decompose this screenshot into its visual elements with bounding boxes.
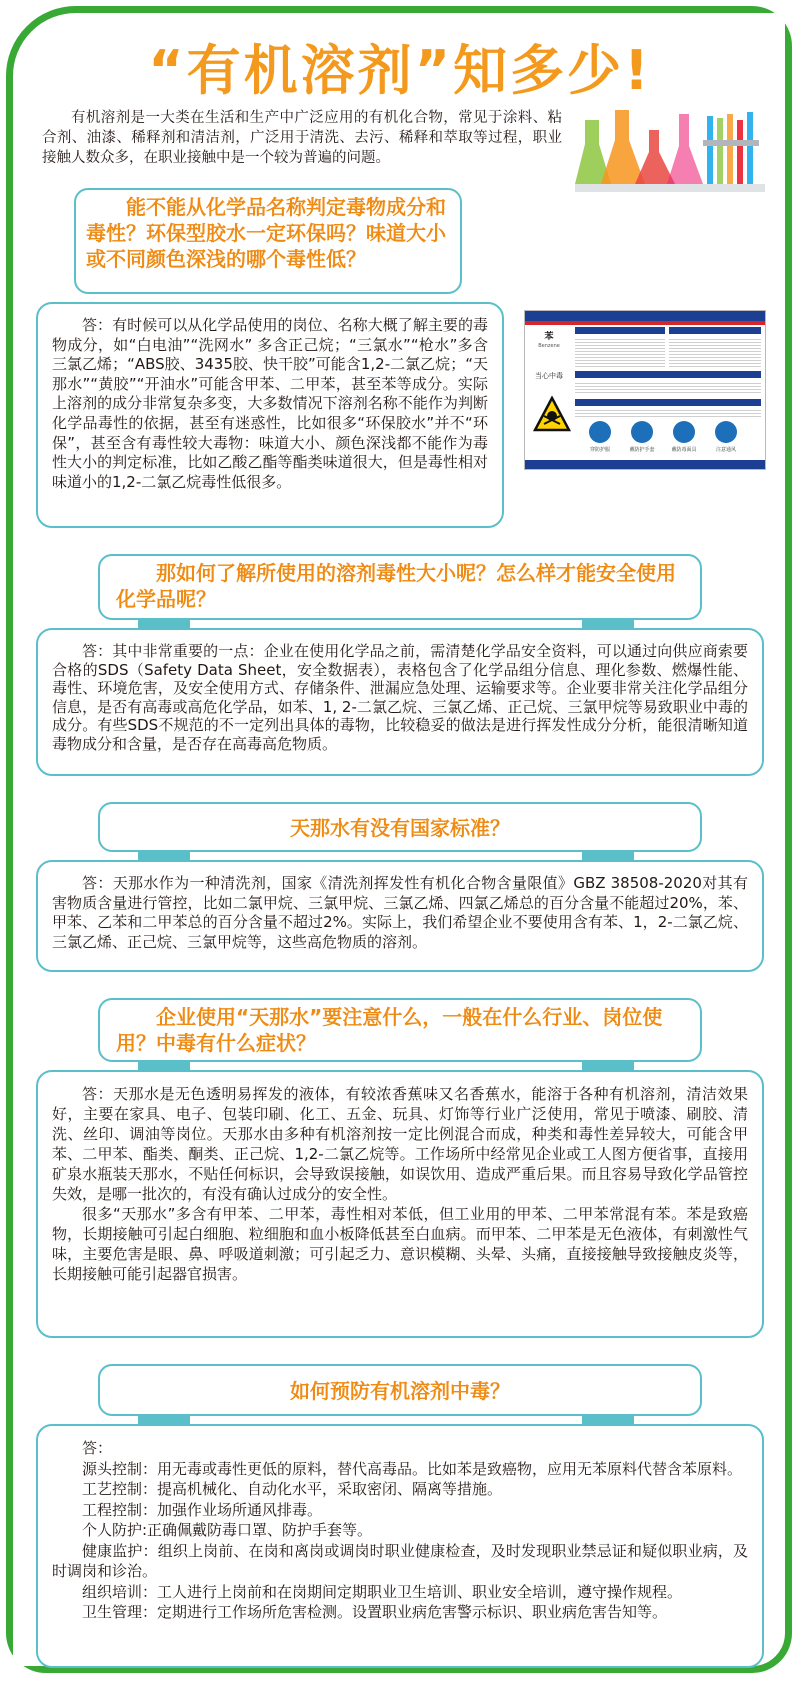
toxic-hazard-icon [533,396,571,432]
sign-warning-label: 当心中毒 [535,372,563,380]
protective-gloves-icon [631,421,653,443]
connector-tab [582,852,634,860]
question-box-4 [98,998,702,1062]
page-title: “有机溶剂”知多少! [148,39,652,102]
question-box-5 [98,1364,702,1416]
answer-box-3 [36,860,764,972]
answer-text-4b: 很多“天那水”多含有甲苯、二甲苯，毒性相对苯低，但工业用的甲苯、二甲苯常混有苯。苯是致癌物，长期接触可引起白细胞、粒细胞和血小板降低甚至白血病。而甲苯、二甲苯是无色液体，有刺激性气味，主要危害是眼、鼻、呼吸道刺激；可引起乏力、意识模糊、头晕、头痛，直接接触导致接触皮炎等，长期接触可能引起器官损害。 [52,1205,748,1283]
ppe-label: 戴防护手套 [629,447,655,453]
sign-red-stripe [525,321,765,325]
prevention-item-process: 工艺控制：提高机械化、自动化水平，采取密闭、隔离等措施。 [82,1480,503,1498]
ppe-label: 穿防护服 [589,447,610,453]
question-text-3: 天那水有没有国家标准？ [290,816,510,840]
answer-box-1 [36,302,504,528]
sign-text-block [575,337,665,367]
connector-tab [582,620,634,628]
prevention-item-health: 健康监护：组织上岗前、在岗和离岗或调岗时职业健康检查，及时发现职业禁忌证和疑似职业病，及时调岗和诊治。 [52,1541,748,1580]
answer-lead: 答： [82,1439,113,1457]
connector-tab [138,620,190,628]
sign-footer-bar [525,460,765,469]
answer-box-4 [36,1070,764,1338]
ventilation-icon [715,421,737,443]
question-box-3 [98,802,702,852]
question-text-2: 那如何了解所使用的溶剂毒性大小呢？怎么样才能安全使用化学品呢？ [116,561,676,611]
answer-box-5 [36,1424,764,1668]
prevention-item-training: 组织培训：工人进行上岗前和在岗期间定期职业卫生培训、职业安全培训，遵守操作规程。 [82,1582,683,1601]
question-text-1: 能不能从化学品名称判定毒物成分和毒性？环保型胶水一定环保吗？味道大小或不同颜色深浅的哪个毒性低？ [86,195,446,271]
sign-text-block [575,408,761,418]
connector-tab [138,852,190,860]
prevention-item-engineering: 工程控制：加强作业场所通风排毒。 [82,1500,323,1519]
question-text-4: 企业使用“天那水”要注意什么，一般在什么行业、岗位使用？中毒有什么症状？ [116,1005,663,1055]
ppe-label: 注意通风 [715,447,736,453]
sign-chemical-name: 苯 [544,332,554,342]
connector-tab [582,1416,634,1424]
prevention-item-ppe: 个人防护:正确佩戴防毒口罩、防护手套等。 [82,1521,373,1539]
sign-text-block [575,381,761,395]
sign-column-header [669,327,761,334]
connector-tab [138,1062,190,1070]
question-box-2 [98,554,702,620]
prevention-item-hygiene: 卫生管理：定期进行工作场所危害检测。设置职业病危害警示标识、职业病危害告知等。 [82,1603,668,1621]
question-box-1 [74,188,462,294]
answer-text-4a: 答：天那水是无色透明易挥发的液体，有较浓香蕉味又名香蕉水，能溶于各种有机溶剂，清洁效果好，主要在家具、电子、包装印刷、化工、五金、玩具、灯饰等行业广泛使用，常见于喷漆、刷胶、清洗、丝印、调油等岗位。天那水由多种有机溶剂按一定比例混合而成，种类和毒性差异较大，可能含甲苯、二甲苯、酯类、酮类、正己烷、1,2-二氯乙烷等。工作场所中经常见企业或工人图方便省事，直接用矿泉水瓶装天那水，不贴任何标识，会导致误接触，如误饮用、造成严重后果。而且容易导致化学品管控失效，是哪一批次的，有没有确认过成分的安全性。 [52,1085,748,1203]
gas-mask-icon [673,421,695,443]
sign-chemical-name-en: Benzene [538,343,560,349]
ppe-label: 戴防毒面具 [671,447,697,453]
benzene-warning-sign [524,310,766,470]
protective-suit-icon [589,421,611,443]
sign-column-header [575,399,761,406]
answer-text-3: 答：天那水作为一种清洗剂，国家《清洗剂挥发性有机化合物含量限值》GBZ 38508-2020对其有害物质含量进行管控，比如二氯甲烷、三氯甲烷、三氯乙烯、四氯乙烯总的百分含量不能超过20%，苯、甲苯、乙苯和二甲苯总的百分含量不超过2%。实际上，我们希望企业不要使用含有苯、1，2-二氯乙烷、三氯乙烯、正己烷、三氯甲烷等，这些高危物质的溶剂。 [52,874,748,951]
answer-text-1: 答：有时候可以从化学品使用的岗位、名称大概了解主要的毒物成分，如“白电油”“洗网水” 多含正己烷；“三氯水”“枪水”多含三氯乙烯；“ABS胶、3435胶、快干胶”可能含1,2-二氯乙烷；“天那水”“黄胶”“开油水”可能含甲苯、二甲苯，甚至苯等成分。实际上溶剂的成分非常复杂多变，大多数情况下溶剂名称不能作为判断化学品毒性的依据，甚至有迷惑性，比如很多“环保胶水”并不“环保”，甚至含有毒性较大毒物：味道大小、颜色深浅都不能作为毒性大小的判定标准，比如乙酸乙酯等酯类味道很大，但是毒性相对味道小的1,2-二氯乙烷毒性低很多。 [52,316,488,491]
sign-text-block [669,337,761,367]
intro-paragraph: 有机溶剂是一大类在生活和生产中广泛应用的有机化合物，常见于涂料、粘合剂、油漆、稀释剂和清洁剂，广泛用于清洗、去污、稀释和萃取等过程，职业接触人数众多，在职业接触中是一个较为普遍的问题。 [42,110,562,166]
sign-column-header [575,327,665,334]
prevention-item-source: 源头控制：用无毒或毒性更低的原料，替代高毒品。比如苯是致癌物，应用无苯原料代替含苯原料。 [82,1459,743,1478]
lab-flasks-illustration [575,100,765,192]
connector-tab [138,1416,190,1424]
connector-tab [582,1062,634,1070]
answer-text-2: 答：其中非常重要的一点：企业在使用化学品之前，需清楚化学品安全资料，可以通过向供应商索要合格的SDS（Safety Data Sheet，安全数据表），表格包含了化学品组分信息、理化参数、燃爆性能、毒性、环境危害，及安全使用方式、存储条件、泄漏应急处理、运输要求等。企业要非常关注化学品组分信息，是否有高毒或高危化学品，如苯、1, 2-二氯乙烷、三氯乙烯、正己烷、三氯甲烷等易致职业中毒的成分。有些SDS不规范的不一定列出具体的毒物，比较稳妥的做法是进行挥发性成分分析，能很清晰知道毒物成分和含量，是否存在高毒高危物质。 [52,642,748,753]
sign-column-header [575,371,761,378]
answer-box-2 [36,628,764,776]
sign-header-bar [525,311,765,321]
question-text-5: 如何预防有机溶剂中毒？ [290,1379,510,1403]
